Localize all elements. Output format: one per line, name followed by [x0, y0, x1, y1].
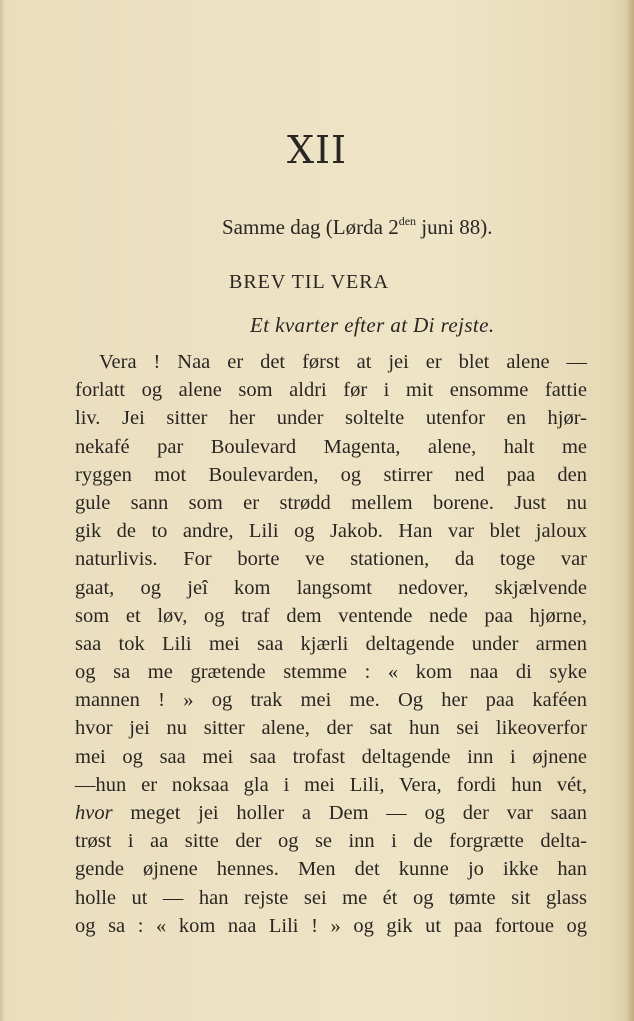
- dateline-after: juni 88).: [416, 215, 493, 239]
- emphasis-word: hvor: [75, 802, 113, 824]
- dateline: [222, 214, 492, 240]
- body-line: forlatt og alene som aldri før i mit ensomme fattie: [75, 379, 587, 402]
- body-line: holle ut — han rejste sei me ét og tømte sit glass: [75, 886, 587, 909]
- body-line: gende øjnene hennes. Men det kunne jo ikke han: [75, 858, 587, 881]
- dateline-before: Samme dag (Lørda 2: [222, 215, 399, 239]
- letter-subtitle: Et kvarter efter at Di rejste.: [250, 313, 495, 337]
- body-line: —hun er noksaa gla i mei Lili, Vera, fordi hun vét,: [75, 773, 587, 796]
- body-line: og sa me grætende stemme : « kom naa di syke: [75, 661, 587, 684]
- letter-heading: BREV TIL VERA: [229, 271, 390, 293]
- body-line: som et løv, og traf dem ventende nede paa hjørne,: [75, 604, 587, 627]
- body-line: Vera ! Naa er det først at jei er blet alene —: [99, 351, 587, 373]
- body-line: nekafé par Boulevard Magenta, alene, halt me: [75, 435, 587, 458]
- body-line-rest: meget jei holler a Dem — og der var saan: [130, 802, 587, 824]
- body-line: gik de to andre, Lili og Jakob. Han var blet jaloux: [75, 520, 587, 543]
- body-line: og sa : « kom naa Lili ! » og gik ut paa fortoue og: [75, 914, 587, 937]
- body-line: saa tok Lili mei saa kjærli deltagende under armen: [75, 632, 587, 655]
- body-line: mannen ! » og trak mei me. Og her paa kaféen: [75, 689, 587, 712]
- body-line: trøst i aa sitte der og se inn i de forgrætte delta-: [75, 830, 587, 853]
- body-line: hvor jei nu sitter alene, der sat hun sei likeoverfor: [75, 717, 587, 740]
- letter-body: [75, 348, 587, 940]
- body-line: ryggen mot Boulevarden, og stirrer ned paa den: [75, 463, 587, 486]
- body-line-emphasis: [75, 799, 587, 827]
- body-line: liv. Jei sitter her under soltelte utenfor en hjør-: [75, 407, 587, 430]
- body-line: naturlivis. For borte ve stationen, da toge var: [75, 548, 587, 571]
- dateline-superscript: den: [398, 214, 417, 228]
- body-line: mei og saa mei saa trofast deltagende inn i øjnene: [75, 745, 587, 768]
- chapter-number: XII: [286, 128, 348, 172]
- body-line: gule sann som er strødd mellem borene. Just nu: [75, 491, 587, 514]
- body-line: gaat, og jeî kom langsomt nedover, skjælvende: [75, 576, 587, 599]
